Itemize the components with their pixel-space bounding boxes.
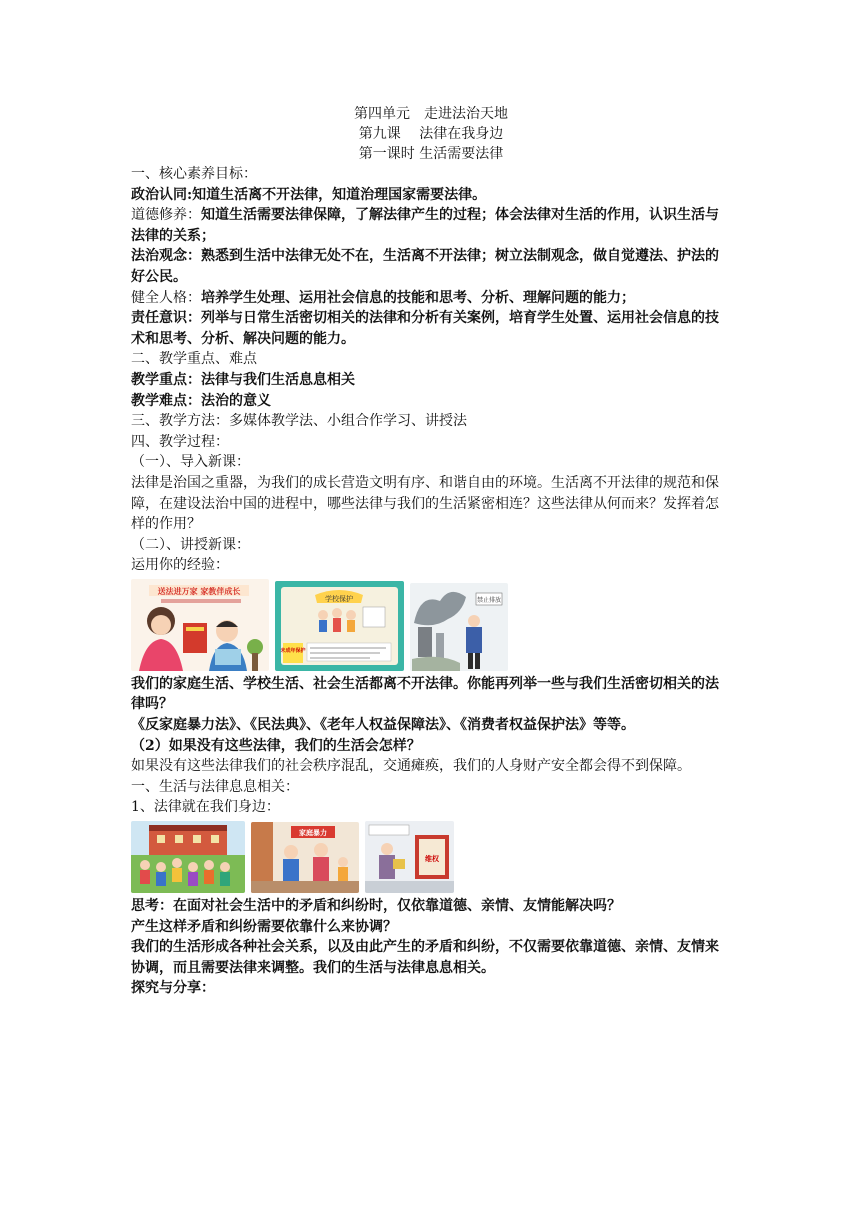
lesson-title: 第九课 法律在我身边	[358, 126, 504, 142]
school-corner-text: 未成年保护	[280, 647, 306, 654]
focus-difficult: 教学难点：法治的意义	[131, 392, 271, 409]
question-1: 我们的家庭生活、学校生活、社会生活都离不开法律。你能再列举一些与我们生活密切相关的法律吗？	[131, 675, 719, 713]
think-question: 思考：在面对社会生活中的矛盾和纠纷时，仅依靠道德、亲情、友情能解决吗？	[131, 898, 621, 915]
period-title: 第一课时 生活需要法律	[358, 146, 504, 162]
pollution-sign-text: 禁止排放	[476, 596, 502, 604]
image-row-1	[131, 579, 731, 671]
think-question-2: 产生这样矛盾和纠纷需要依靠什么来协调？	[131, 918, 397, 935]
school-protection-illustration	[275, 581, 404, 671]
question-2: （2）如果没有这些法律，我们的生活会怎样？	[131, 737, 421, 754]
pollution-illustration	[410, 583, 508, 671]
domestic-violence-illustration	[251, 822, 359, 893]
school-banner-text: 学校保护	[325, 594, 353, 603]
document-page	[131, 104, 731, 999]
process-heading: 四、教学过程：	[131, 433, 229, 450]
goal-law: 法治观念：熟悉到生活中法律无处不在，生活离不开法律；树立法制观念，做自觉遵法、护法的好公民。	[131, 248, 719, 285]
unit-title: 第四单元 走进法治天地	[354, 106, 508, 122]
focus-key: 教学重点：法律与我们生活息息相关	[131, 371, 355, 388]
focus-heading: 二、教学重点、难点	[131, 351, 257, 368]
explore-heading: 探究与分享：	[131, 980, 215, 997]
image-row-2	[131, 821, 731, 893]
family-banner-text: 送法进万家 家教伴成长	[157, 586, 241, 596]
experience-line: 运用你的经验：	[131, 557, 229, 574]
intro-text: 法律是治国之重器，为我们的成长营造文明有序、和谐自由的环境。生活离不开法律的规范和保障，在建设法治中国的进程中，哪些法律与我们的生活紧密相连？这些法律从何而来？发挥着怎样的作用？	[131, 474, 719, 533]
goal-responsibility: 责任意识：列举与日常生活密切相关的法律和分析有关案例，培育学生处置、运用社会信息的技术和思考、分析、解决问题的能力。	[131, 310, 719, 347]
intro-heading: （一）、导入新课：	[131, 454, 250, 471]
school-crowd-illustration	[131, 821, 245, 893]
violence-banner-text: 家庭暴力	[299, 829, 327, 838]
goal-political: 政治认同:知道生活离不开法律，知道治理国家需要法律。	[131, 186, 487, 203]
rights-sign-text: 维权	[425, 855, 439, 864]
rights-protection-illustration	[365, 821, 454, 893]
answer-2: 如果没有这些法律我们的社会秩序混乱，交通瘫痪，我们的人身财产安全都会得不到保障。	[131, 758, 691, 775]
goal-personality: 健全人格：培养学生处理、运用社会信息的技能和思考、分析、理解问题的能力；	[131, 289, 635, 306]
answer-1: 《反家庭暴力法》、《民法典》、《老年人权益保障法》、《消费者权益保护法》等等。	[131, 717, 635, 734]
think-answer: 我们的生活形成各种社会关系，以及由此产生的矛盾和纠纷，不仅需要依靠道德、亲情、友情来协调，而且需要法律来调整。我们的生活与法律息息相关。	[131, 939, 719, 976]
teach-heading: （二）、讲授新课：	[131, 536, 250, 553]
goals-heading: 一、核心素养目标：	[131, 166, 257, 182]
goal-moral: 道德修养：知道生活需要法律保障，了解法律产生的过程；体会法律对生活的作用，认识生活与法律的关系；	[131, 207, 719, 244]
methods-line: 三、教学方法：多媒体教学法、小组合作学习、讲授法	[131, 413, 467, 430]
section-1-heading: 一、生活与法律息息相关：	[131, 778, 299, 795]
subsection-1-heading: 1、法律就在我们身边：	[131, 799, 280, 816]
family-law-illustration	[131, 579, 269, 671]
